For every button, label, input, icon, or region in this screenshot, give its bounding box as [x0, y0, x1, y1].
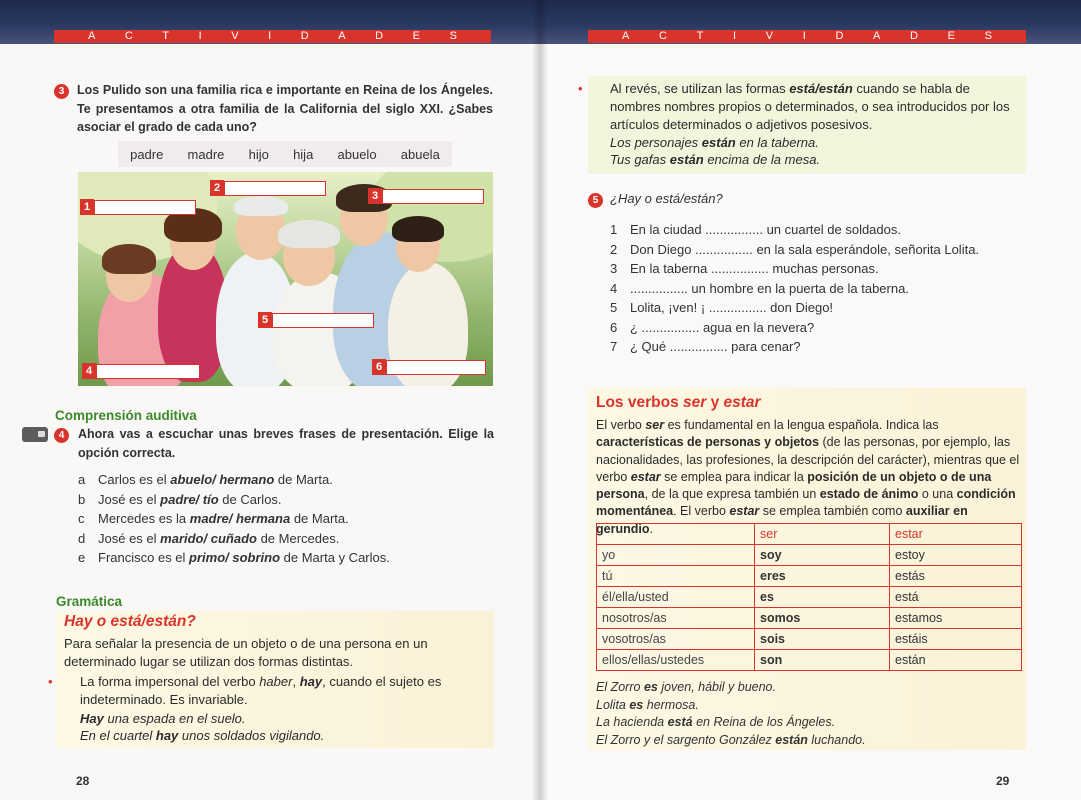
word-bank	[118, 141, 452, 167]
word-hijo: hijo	[248, 146, 269, 162]
list-item[interactable]: 4 ................ un hombre en la puerta de la taberna.	[610, 280, 909, 296]
list-item: b José es el padre/ tío de Carlos.	[78, 491, 282, 507]
comprension-title: Comprensión auditiva	[55, 408, 197, 423]
list-item: c Mercedes es la madre/ hermana de Marta.	[78, 511, 349, 526]
right-page	[540, 0, 1081, 800]
table-row: yo soy estoy	[597, 545, 1022, 566]
photo-label-3: 3	[368, 188, 484, 204]
list-item[interactable]: 5 Lolita, ¡ven! ¡ ................ don Diego!	[610, 300, 834, 315]
gramatica-title: Gramática	[56, 594, 123, 609]
grammar-example-4: Tus gafas están encima de la mesa.	[610, 152, 821, 167]
choice[interactable]: padre/ tío	[160, 491, 219, 507]
word-madre: madre	[187, 146, 225, 162]
list-item[interactable]: 3 En la taberna ................ muchas personas.	[610, 261, 879, 276]
left-page	[0, 0, 540, 800]
ser-estar-examples	[596, 679, 866, 749]
list-item[interactable]: 1 En la ciudad ................ un cuartel de soldados.	[610, 222, 901, 237]
answer-box-2[interactable]	[224, 181, 326, 196]
word-abuela: abuela	[400, 146, 440, 162]
photo-label-4: 4	[82, 363, 200, 379]
choice[interactable]: primo/ sobrino	[189, 550, 281, 565]
actividades-bar: A C T I V I D A D E S	[54, 30, 491, 43]
list-item[interactable]: 6 ¿ ................ agua en la nevera?	[610, 319, 815, 335]
family-photo	[78, 172, 493, 386]
list-item: e Francisco es el primo/ sobrino de Marta y Carlos.	[78, 550, 390, 565]
grammar-title: Hay o está/están?	[64, 613, 196, 630]
list-item: a Carlos es el abuelo/ hermano de Marta.	[78, 472, 333, 487]
example-line: La hacienda está en Reina de los Ángeles.	[596, 715, 836, 729]
answer-box-6[interactable]	[386, 360, 486, 375]
choice[interactable]: abuelo/ hermano	[170, 472, 275, 487]
grammar-box-continued	[578, 76, 1026, 174]
exercise-3-instruction: Los Pulido son una familia rica e importante en Reina de los Ángeles. Te presentamos a otra familia de la California del siglo XXI. ¿Sabes asociar el grado de cada uno?	[77, 83, 493, 134]
answer-box-1[interactable]	[94, 200, 196, 215]
grammar-example-3: Los personajes están en la taberna.	[610, 135, 819, 150]
page-number-left: 28	[76, 774, 90, 788]
list-item[interactable]: 2 Don Diego ................ en la sala esperándole, señorita Lolita.	[610, 241, 980, 257]
exercise-5-number: 5	[588, 193, 603, 208]
answer-box-3[interactable]	[382, 189, 484, 204]
exercise-5-list	[610, 222, 979, 359]
word-hija: hija	[293, 146, 314, 162]
page-number-right: 29	[996, 774, 1010, 788]
book-gutter	[532, 0, 548, 800]
conjugation-table	[596, 523, 1022, 671]
table-row: tú eres estás	[597, 566, 1022, 587]
list-item[interactable]: 7 ¿ Qué ................ para cenar?	[610, 339, 801, 354]
actividades-bar: A C T I V I D A D E S	[588, 30, 1026, 43]
exercise-4-number: 4	[54, 428, 69, 443]
example-line: El Zorro y el sargento González están luchando.	[596, 732, 866, 747]
table-header-row: ser estar	[597, 524, 1022, 545]
grammar-bullet: • La forma impersonal del verbo haber, hay, cuando el sujeto es indeterminado. Es invariable.	[48, 674, 442, 707]
word-padre: padre	[130, 146, 164, 162]
exercise-3-number: 3	[54, 84, 69, 99]
list-item: d José es el marido/ cuñado de Mercedes.	[78, 530, 340, 546]
exercise-4-instruction: Ahora vas a escuchar unas breves frases de presentación. Elige la opción correcta.	[78, 427, 494, 460]
table-row: ellos/ellas/ustedes son están	[597, 650, 1022, 671]
grammar-intro: Para señalar la presencia de un objeto o de una persona en un determinado lugar se utilizan dos formas distintas.	[64, 636, 428, 669]
ser-estar-explanation: El verbo ser es fundamental en la lengua española. Indica las características de personas y objetos (de las personas, por ejemplo, las nacionalidades, las profesiones, la descripción del carácter), mientras que el verbo estar se emplea para indicar la posición de un objeto o de una persona, de la que expresa también un estado de ánimo o una condición momentánea. El verbo estar se emplea también como auxiliar en gerundio.	[596, 418, 1020, 536]
word-abuelo: abuelo	[337, 146, 377, 162]
grammar-box	[48, 611, 494, 748]
exercise-5-title: ¿Hay o está/están?	[610, 191, 723, 206]
grammar-example-2: En el cuartel hay unos soldados vigilando.	[80, 728, 325, 743]
grammar-bullet-2: • Al revés, se utilizan las formas está/están cuando se habla de nombres nombres propios o determinados, o sea introducidos por los artículos determinados o adjetivos posesivos.	[578, 81, 1010, 132]
choice[interactable]: madre/ hermana	[189, 511, 291, 526]
table-row: nosotros/as somos estamos	[597, 608, 1022, 629]
exercise-4-list	[78, 472, 390, 570]
audio-cd-icon[interactable]	[22, 427, 48, 442]
ser-estar-title: Los verbos ser y estar	[596, 394, 761, 411]
answer-box-4[interactable]	[96, 364, 200, 379]
photo-label-2: 2	[210, 180, 326, 196]
photo-label-6: 6	[372, 359, 486, 375]
example-line: El Zorro es joven, hábil y bueno.	[596, 680, 776, 694]
choice[interactable]: marido/ cuñado	[160, 530, 257, 546]
grammar-example-1: Hay una espada en el suelo.	[80, 711, 246, 726]
photo-label-5: 5	[258, 312, 374, 328]
photo-label-1: 1	[80, 199, 196, 215]
table-row: él/ella/usted es está	[597, 587, 1022, 608]
answer-box-5[interactable]	[272, 313, 374, 328]
table-row: vosotros/as sois estáis	[597, 629, 1022, 650]
example-line: Lolita es hermosa.	[596, 697, 699, 712]
